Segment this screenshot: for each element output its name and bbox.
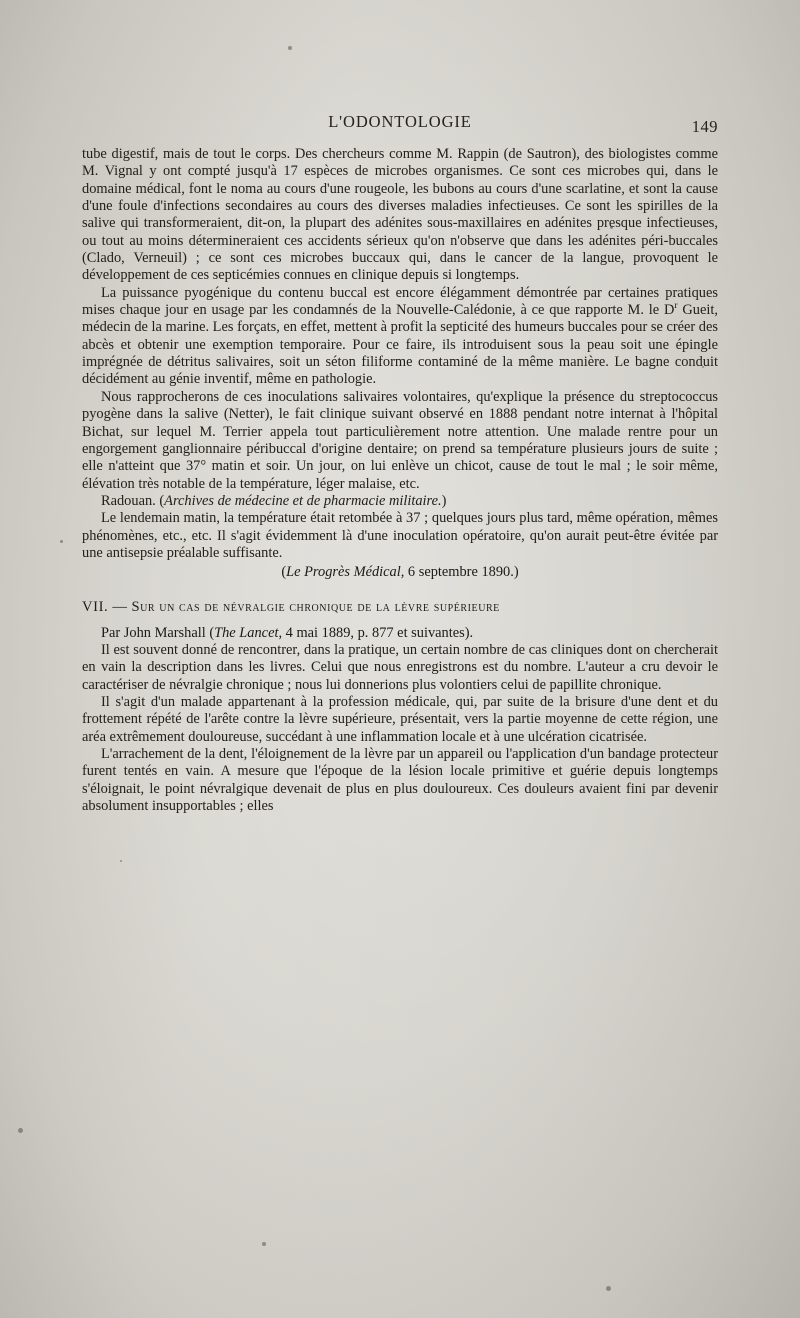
paragraph: Il s'agit d'un malade appartenant à la profession médicale, qui, par suite de la brisure d'une dent et du frottement répété de l'arête contre la lèvre supérieure, présentait, vers la partie moyenne de cette région, une aréa extrêmement douloureuse, succédant à une inflammation locale et à une ulcération cicatrisée. (82, 693, 718, 745)
paragraph: L'arrachement de la dent, l'éloignement de la lèvre par un appareil ou l'application d'un bandage protecteur furent tentés en vain. A mesure que l'époque de la lésion locale primitive et guérie depuis longtemps s'éloignait, le point névralgique devenait de plus en plus douloureux. Ces douleurs avaient fini par devenir absolument insupportables ; elles (82, 746, 718, 815)
page-number: 149 (691, 117, 718, 136)
section-byline: Par John Marshall (The Lancet, 4 mai 1889, p. 877 et suivantes). (101, 624, 474, 641)
source-citation: (Le Progrès Médical, 6 septembre 1890.) (281, 564, 519, 581)
page-title: L'ODONTOLOGIE (328, 112, 472, 131)
paragraph: Nous rapprocherons de ces inoculations salivaires volontaires, qu'explique la présence du streptococcus pyogène dans la salive (Netter), le fait clinique suivant observé en 1888 pendant notre internat à l'hôpital Bichat, sur lequel M. Terrier appela tout particulièrement notre attention. Une malade rentre pour un engorgement ganglionnaire péribuccal d'origine dentaire; on prend sa température plusieurs jours de suite ; elle n'atteint que 37° matin et soir. Un jour, on lui enlève un chicot, cause de tout le mal ; le soir même, élévation très notable de la température, léger malaise, etc. (82, 388, 718, 492)
paragraph: tube digestif, mais de tout le corps. Des chercheurs comme M. Rappin (de Sautron), des biologistes comme M. Vignal y ont compté jusqu'à 17 espèces de microbes organismes. Ce sont ces microbes qui, dans le domaine médical, font le noma au cours d'une rougeole, les bubons au cours d'une scarlatine, et sont la cause d'une foule d'infections secondaires au cours des diverses maladies infectieuses. Ce sont les spirilles de la salive qui transformeraient, dit-on, la plupart des adénites sous-maxillaires en adénites presque infectieuses, ou tout au moins détermineraient ces accidents sérieux qu'on n'observe que dans les adénites péri-buccales (Clado, Verneuil) ; ce sont ces microbes buccaux qui, dans le cancer de la langue, provoquent le développement de ces septicémies connues en clinique depuis si longtemps. (82, 146, 718, 284)
paragraph: Il est souvent donné de rencontrer, dans la pratique, un certain nombre de cas cliniques dont on chercherait en vain la description dans les livres. Celui que nous enregistrons est du nombre. L'auteur a cru devoir le caractériser de névralgie chronique ; nous lui donnerions plus volontiers celui de papillite chronique. (82, 641, 718, 693)
section-title: Sur un cas de névralgie chronique de la lèvre supérieure (131, 598, 500, 615)
section-heading (82, 599, 718, 616)
section-dash: — (112, 598, 128, 615)
running-head (82, 112, 718, 138)
paragraph: Le lendemain matin, la température était retombée à 37 ; quelques jours plus tard, même opération, mêmes phénomènes, etc., etc. Il s'agit évidemment là d'une inoculation opératoire, qu'on aurait peut-être évitée par une antisepsie préalable suffisante. (82, 510, 718, 561)
section-number: VII. (82, 598, 109, 615)
page-content (82, 112, 718, 815)
paragraph-attribution: Radouan. (Archives de médecine et de pharmacie militaire.) (101, 492, 447, 509)
paragraph: La puissance pyogénique du contenu buccal est encore élégamment démontrée par certaines pratiques mises chaque jour en usage par les condamnés de la Nouvelle-Calédonie, à ce que rapporte M. le $D^r$ Gueit, médecin de la marine. Les forçats, en effet, mettent à profit la septicité des humeurs buccales pour se créer des abcès et obtenir une exemption temporaire. Pour ce faire, ils introduisent sous la peau soit une épingle imprégnée de détritus salivaires, soit un séton filiforme contaminé de la même manière. Le bagne conduit décidément au génie inventif, même en pathologie. (82, 284, 718, 388)
